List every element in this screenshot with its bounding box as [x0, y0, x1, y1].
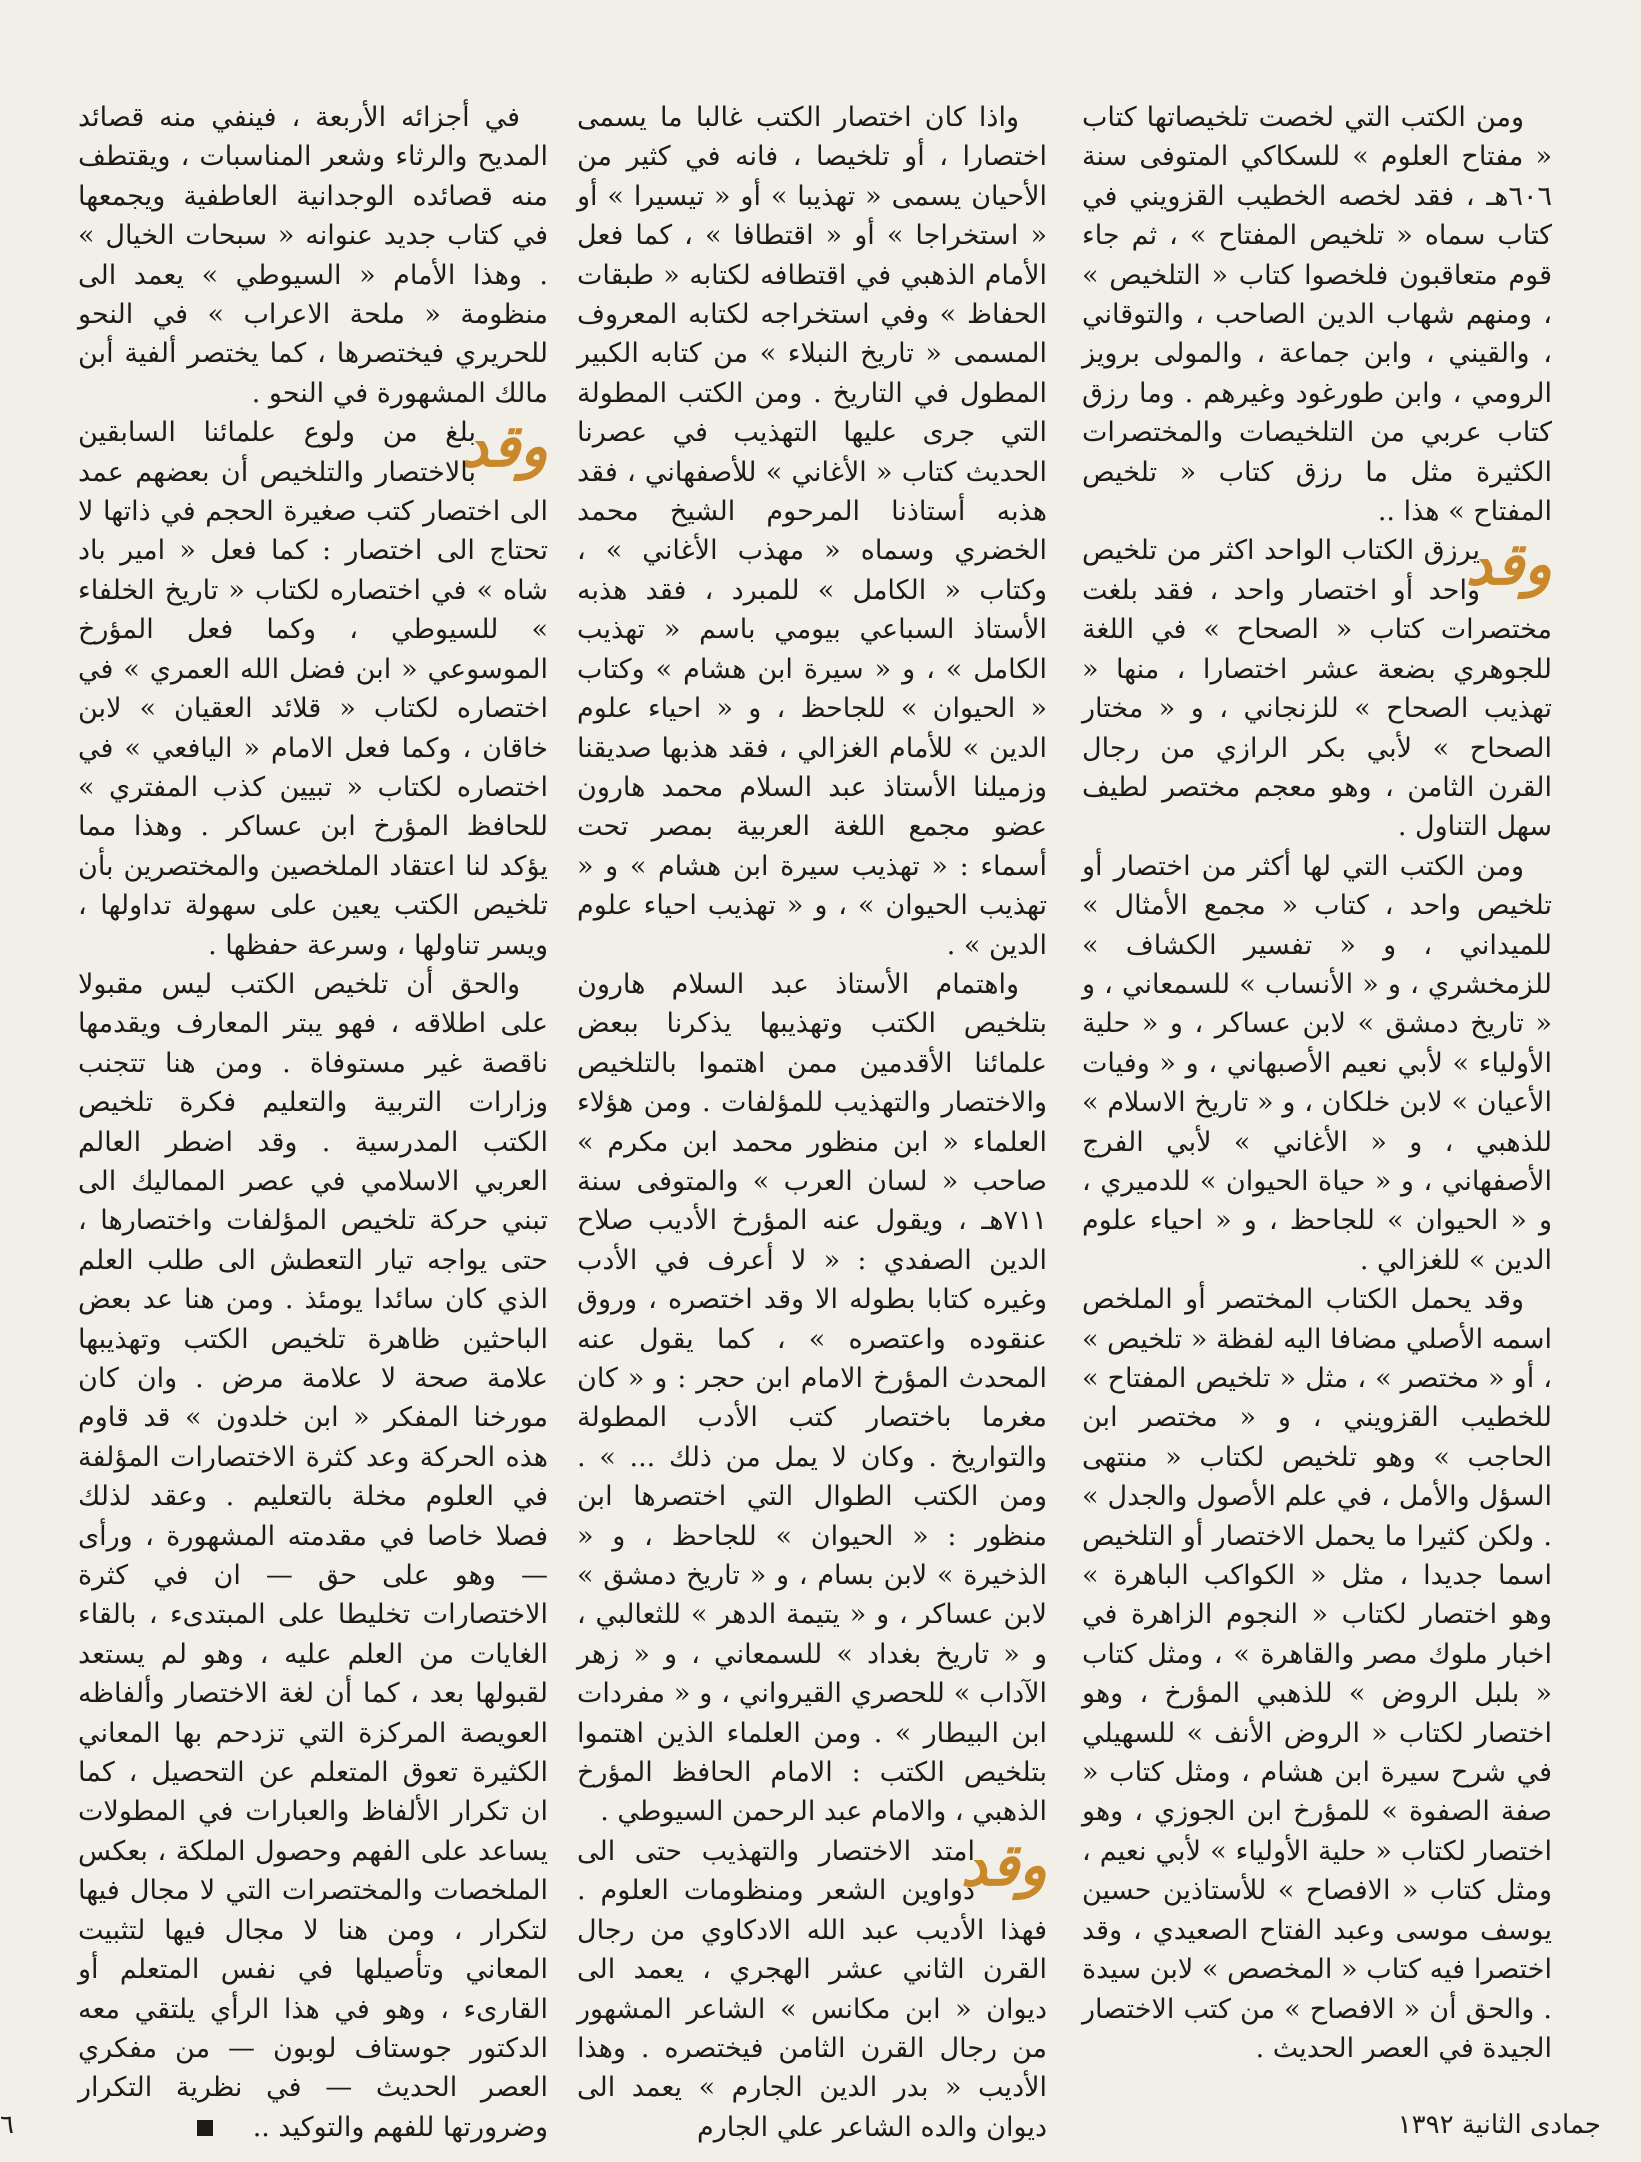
paragraph: واذا كان اختصار الكتب غالبا ما يسمى اختصارا ، أو تلخيصا ، فانه في كثير من الأحيان يسمى « تهذيبا » أو « تيسيرا » أو « استخراجا » أو « اقتطافا » ، كما فعل الأمام الذهبي في اقتطافه لكتابه « طبقات الحفاظ » وفي استخراجه لكتابه المعروف المسمى « تاريخ النبلاء » من كتابه الكبير المطول في التاريخ . ومن الكتب المطولة التي جرى عليها التهذيب في عصرنا الحديث كتاب « الأغاني » للأصفهاني ، فقد هذبه أستاذنا المرحوم الشيخ محمد الخضري وسماه « مهذب الأغاني » ، وكتاب « الكامل » للمبرد ، فقد هذبه الأستاذ السباعي بيومي باسم « تهذيب الكامل » ، و « سيرة ابن هشام » وكتاب « الحيوان » للجاحظ ، و « احياء علوم الدين » للأمام الغزالي ، فقد هذبها صديقنا وزميلنا الأستاذ عبد السلام محمد هارون عضو مجمع اللغة العربية بمصر تحت أسماء : « تهذيب سيرة ابن هشام » و « تهذيب الحيوان » ، و « تهذيب احياء علوم الدين » .: [577, 102, 1047, 961]
text-column-right: [1082, 98, 1552, 2064]
section-block: [1082, 531, 1552, 846]
decorative-initial: وقد: [461, 412, 548, 481]
paragraph: واهتمام الأستاذ عبد السلام هارون بتلخيص الكتب وتهذيبها يذكرنا ببعض علمائنا الأقدمين ممن اهتموا بالتلخيص والاختصار والتهذيب للمؤلفات . ومن هؤلاء العلماء « ابن منظور محمد ابن مكرم » صاحب « لسان العرب » والمتوفى سنة ٧١١هـ ، ويقول عنه المؤرخ الأديب صلاح الدين الصفدي : « لا أعرف في الأدب وغيره كتابا بطوله الا وقد اختصره ، وروق عنقوده واعتصره » ، كما يقول عنه المحدث المؤرخ الامام ابن حجر : و « كان مغرما باختصار كتب الأدب المطولة والتواريخ . وكان لا يمل من ذلك ... » . ومن الكتب الطوال التي اختصرها ابن منظور : « الحيوان » للجاحظ ، و « الذخيرة » لابن بسام ، و « تاريخ دمشق » لابن عساكر ، و « يتيمة الدهر » للثعالبي ، و « تاريخ بغداد » للسمعاني ، و « زهر الآداب » للحصري القيرواني ، و « مفردات ابن البيطار » . ومن العلماء الذين اهتموا بتلخيص الكتب : الامام الحافظ المؤرخ الذهبي ، والامام عبد الرحمن السيوطي .: [577, 968, 1047, 1828]
paragraph: وقد يحمل الكتاب المختصر أو الملخص اسمه الأصلي مضافا اليه لفظة « تلخيص » ، أو « مختصر » ، مثل « تلخيص المفتاح » للخطيب القزويني ، و « مختصر ابن الحاجب » وهو تلخيص لكتاب « منتهى السؤل والأمل ، في علم الأصول والجدل » . ولكن كثيرا ما يحمل الاختصار أو التلخيص اسما جديدا ، مثل « الكواكب الباهرة » وهو اختصار لكتاب « النجوم الزاهرة في اخبار ملوك مصر والقاهرة » ، ومثل كتاب « بلبل الروض » للذهبي المؤرخ ، وهو اختصار لكتاب « الروض الأنف » للسهيلي في شرح سيرة ابن هشام ، ومثل كتاب « صفة الصفوة » للمؤرخ ابن الجوزي ، وهو اختصار لكتاب « حلية الأولياء » لأبي نعيم ، ومثل كتاب « الافصاح » للأستاذين حسين يوسف موسى وعبد الفتاح الصعيدي ، وقد اختصرا فيه كتاب « المخصص » لابن سيدة . والحق أن « الافصاح » من كتب الاختصار الجيدة في العصر الحديث .: [1082, 1284, 1552, 2064]
section-block: [78, 413, 548, 965]
paragraph-text: والحق أن تلخيص الكتب ليس مقبولا على اطلاقه ، فهو يبتر المعارف ويقدمها ناقصة غير مستوفاة . ومن هنا تتجنب وزارات التربية والتعليم فكرة تلخيص الكتب المدرسية . وقد اضطر العالم العربي الاسلامي في عصر المماليك الى تبني حركة تلخيص المؤلفات واختصارها ، حتى يواجه تيار التعطش الى طلب العلم الذي كان سائدا يومئذ . ومن هنا عد بعض الباحثين ظاهرة تلخيص الكتب وتهذيبها علامة صحة لا علامة مرض . وان كان مورخنا المفكر « ابن خلدون » قد قاوم هذه الحركة وعد كثرة الاختصارات المؤلفة في العلوم مخلة بالتعليم . وعقد لذلك فصلا خاصا في مقدمته المشهورة ، ورأى — وهو على حق — ان في كثرة الاختصارات تخليطا على المبتدىء ، بالقاء الغايات من العلم عليه ، وهو لم يستعد لقبولها بعد ، كما أن لغة الاختصار وألفاظه العويصة المركزة التي تزدحم بها المعاني الكثيرة تعوق المتعلم عن التحصيل ، كما ان تكرار الألفاظ والعبارات في المطولات يساعد على الفهم وحصول الملكة ، بعكس الملخصات والمختصرات التي لا مجال فيها لتكرار ، ومن هنا لا مجال فيها لتثبيت المعاني وتأصيلها في نفس المتعلم أو القارىء ، وهو في هذا الرأي يلتقي معه الدكتور جوستاف لوبون — من مفكري العصر الحديث — في نظرية التكرار وضرورتها للفهم والتوكيد ..: [78, 968, 548, 2143]
page-number: ٦: [0, 2110, 14, 2140]
text-column-left: [78, 98, 548, 2143]
paragraph: بلغ من ولوع علمائنا السابقين بالاختصار والتلخيص أن بعضهم عمد الى اختصار كتب صغيرة الحجم في ذاتها لا تحتاج الى اختصار : كما فعل « امير باد شاه » في اختصاره لكتاب « تاريخ الخلفاء » للسيوطي ، وكما فعل المؤرخ الموسوعي « ابن فضل الله العمري » في اختصاره لكتاب « قلائد العقيان » لابن خاقان ، وكما فعل الامام « اليافعي » في اختصاره لكتاب « تبيين كذب المفتري » للحافظ المؤرخ ابن عساكر . وهذا مما يؤكد لنا اعتقاد الملخصين والمختصرين بأن تلخيص الكتب يعين على سهولة تداولها ، ويسر تناولها ، وسرعة حفظها .: [78, 417, 548, 961]
paragraph: في أجزائه الأربعة ، فينفي منه قصائد المديح والرثاء وشعر المناسبات ، ويقتطف منه قصائده الوجدانية العاطفية ويجمعها في كتاب جديد عنوانه « سبحات الخيال » . وهذا الأمام « السيوطي » يعمد الى منظومة « ملحة الاعراب » في النحو للحريري فيختصرها ، كما يختصر ألفية أبن مالك المشهورة في النحو .: [78, 102, 548, 409]
page-footer: [0, 2098, 1641, 2158]
decorative-initial: وقد: [1465, 530, 1552, 599]
paragraph: ومن الكتب التي لخصت تلخيصاتها كتاب « مفتاح العلوم » للسكاكي المتوفى سنة ٦٠٦هـ ، فقد لخصه الخطيب القزويني في كتاب سماه « تلخيص المفتاح » ، ثم جاء قوم متعاقبون فلخصوا كتاب « التلخيص » ، ومنهم شهاب الدين الصاحب ، والتوقاني ، والقيني ، وابن جماعة ، والمولى برويز الرومي ، وابن طورغود وغيرهم . وما رزق كتاب عربي من التلخيصات والمختصرات الكثيرة مثل ما رزق كتاب « تلخيص المفتاح » هذا ..: [1082, 102, 1552, 528]
issue-date: جمادى الثانية ١٣٩٢: [1397, 2110, 1601, 2140]
paragraph: امتد الاختصار والتهذيب حتى الى دواوين الشعر ومنظومات العلوم . فهذا الأديب عبد الله الادكاوي من رجال القرن الثاني عشر الهجري ، يعمد الى ديوان « ابن مكانس » الشاعر المشهور من رجال القرن الثامن فيختصره . وهذا الأديب « بدر الدين الجارم » يعمد الى ديوان والده الشاعر علي الجارم: [577, 1835, 1047, 2143]
paragraph: يرزق الكتاب الواحد اكثر من تلخيص واحد أو اختصار واحد ، فقد بلغت مختصرات كتاب « الصحاح » في اللغة للجوهري بضعة عشر اختصارا ، منها « تهذيب الصحاح » للزنجاني ، و « مختار الصحاح » لأبي بكر الرازي من رجال القرن الثامن ، وهو معجم مختصر لطيف سهل التناول .: [1082, 535, 1552, 843]
text-column-middle: [577, 98, 1047, 2143]
decorative-initial: وقد: [960, 1830, 1047, 1899]
paragraph: [78, 965, 548, 2147]
paragraph: ومن الكتب التي لها أكثر من اختصار أو تلخيص واحد ، كتاب « مجمع الأمثال » للميداني ، و « تفسير الكشاف » للزمخشري ، و « الأنساب » للسمعاني ، و « تاريخ دمشق » لابن عساكر ، و « حلية الأولياء » لأبي نعيم الأصبهاني ، و « وفيات الأعيان » لابن خلكان ، و « تاريخ الاسلام » للذهبي ، و « الأغاني » لأبي الفرج الأصفهاني ، و « حياة الحيوان » للدميري ، و « الحيوان » للجاحظ ، و « احياء علوم الدين » للغزالي .: [1082, 850, 1552, 1276]
